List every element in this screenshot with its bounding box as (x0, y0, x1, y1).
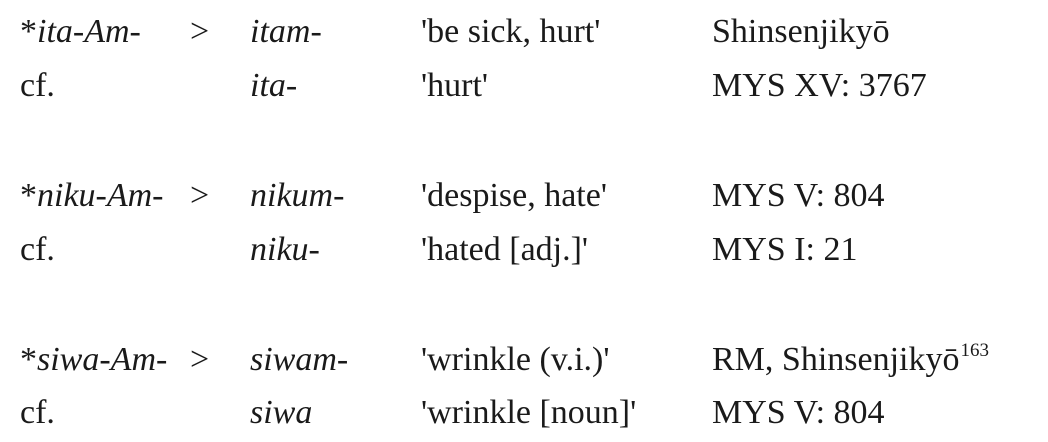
entry-row-ita-am (0, 10, 1048, 54)
reconstruction-cell (20, 174, 164, 218)
entry-row-ita-cf (0, 64, 1048, 108)
gloss: 'despise, hate' (421, 177, 607, 214)
reconstruction-text: niku-Am- (37, 177, 164, 214)
cf-label: cf. (20, 67, 55, 104)
source-text: RM, Shinsenjikyō (712, 341, 960, 378)
footnote-marker[interactable]: 163 (960, 340, 989, 361)
reconstruction-cell (20, 10, 141, 54)
attested-form: ita- (250, 67, 298, 104)
source-reference: Shinsenjikyō (712, 13, 890, 50)
source-reference: MYS I: 21 (712, 231, 858, 268)
attested-form: nikum- (250, 177, 345, 214)
attested-form: siwam- (250, 341, 349, 378)
cf-label: cf. (20, 394, 55, 431)
gloss: 'hated [adj.]' (421, 231, 589, 268)
attested-form: itam- (250, 13, 322, 50)
reconstruction-star: * (20, 341, 37, 378)
reconstruction-star: * (20, 13, 37, 50)
derivation-arrow: > (190, 341, 210, 378)
source-reference (712, 338, 989, 382)
gloss: 'hurt' (421, 67, 489, 104)
cf-label: cf. (20, 231, 55, 268)
gloss: 'wrinkle (v.i.)' (421, 341, 610, 378)
reconstruction-text: ita-Am- (37, 13, 141, 50)
derivation-arrow: > (190, 177, 210, 214)
attested-form: siwa (250, 394, 313, 431)
entry-row-niku-cf (0, 228, 1048, 272)
entry-row-siwa-am (0, 338, 1048, 382)
reconstruction-text: siwa-Am- (37, 341, 168, 378)
entry-row-niku-am (0, 174, 1048, 218)
derivation-arrow: > (190, 13, 210, 50)
attested-form: niku- (250, 231, 320, 268)
reconstruction-star: * (20, 177, 37, 214)
source-reference: MYS V: 804 (712, 177, 885, 214)
reconstruction-cell (20, 338, 167, 382)
source-reference: MYS V: 804 (712, 394, 885, 431)
source-reference: MYS XV: 3767 (712, 67, 927, 104)
gloss: 'be sick, hurt' (421, 13, 601, 50)
entry-row-siwa-cf (0, 391, 1048, 435)
gloss: 'wrinkle [noun]' (421, 394, 637, 431)
